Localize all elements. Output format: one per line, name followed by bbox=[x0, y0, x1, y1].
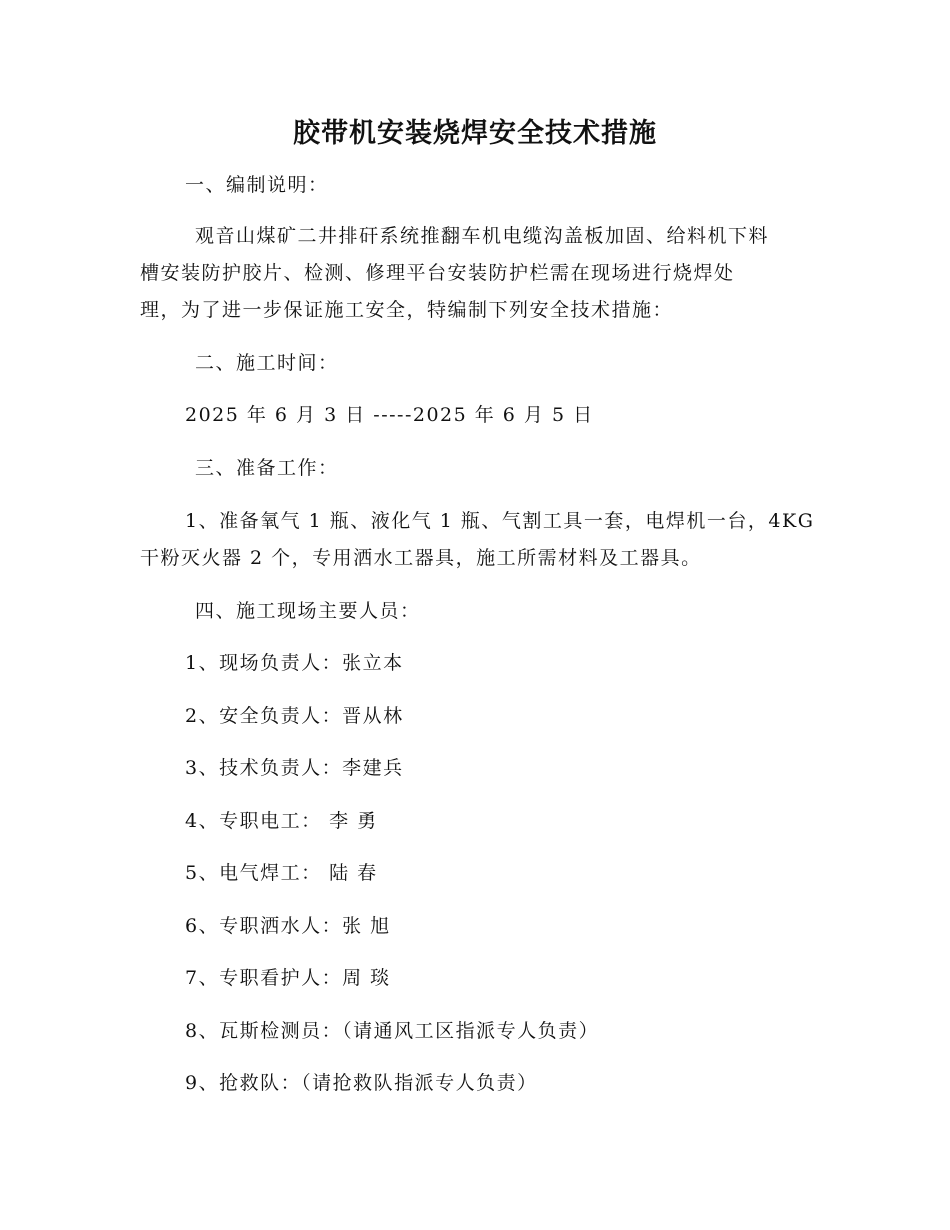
document-title: 胶带机安装烧焊安全技术措施 bbox=[293, 118, 657, 149]
personnel-item: 3、技术负责人：李建兵 bbox=[185, 757, 404, 779]
section-1-paragraph-line-3: 理，为了进一步保证施工安全，特编制下列安全技术措施： bbox=[140, 299, 674, 321]
personnel-item: 1、现场负责人：张立本 bbox=[185, 652, 404, 674]
personnel-item: 5、电气焊工： 陆 春 bbox=[185, 862, 378, 884]
section-2-heading: 二、施工时间： bbox=[195, 352, 339, 374]
section-1-heading: 一、编制说明： bbox=[185, 174, 329, 196]
personnel-item: 4、专职电工： 李 勇 bbox=[185, 810, 378, 832]
section-1-paragraph-line-1: 观音山煤矿二井排矸系统推翻车机电缆沟盖板加固、给料机下料 bbox=[195, 225, 770, 247]
section-1-paragraph-line-2: 槽安装防护胶片、检测、修理平台安装防护栏需在现场进行烧焊处 bbox=[140, 262, 735, 284]
preparation-item-1-line-1: 1、准备氧气 1 瓶、液化气 1 瓶、气割工具一套，电焊机一台，4KG bbox=[185, 510, 815, 532]
construction-time-range: 2025 年 6 月 3 日 -----2025 年 6 月 5 日 bbox=[185, 404, 594, 426]
personnel-item: 2、安全负责人：晋从林 bbox=[185, 705, 404, 727]
personnel-item: 6、专职洒水人：张 旭 bbox=[185, 915, 391, 937]
section-3-heading: 三、准备工作： bbox=[195, 457, 339, 479]
preparation-item-1-line-2: 干粉灭火器 2 个，专用洒水工器具，施工所需材料及工器具。 bbox=[140, 547, 702, 569]
personnel-item: 9、抢救队：（请抢救队指派专人负责） bbox=[185, 1072, 538, 1094]
personnel-item: 8、瓦斯检测员：（请通风工区指派专人负责） bbox=[185, 1020, 600, 1042]
personnel-item: 7、专职看护人：周 琰 bbox=[185, 967, 391, 989]
section-4-heading: 四、施工现场主要人员： bbox=[195, 600, 421, 622]
